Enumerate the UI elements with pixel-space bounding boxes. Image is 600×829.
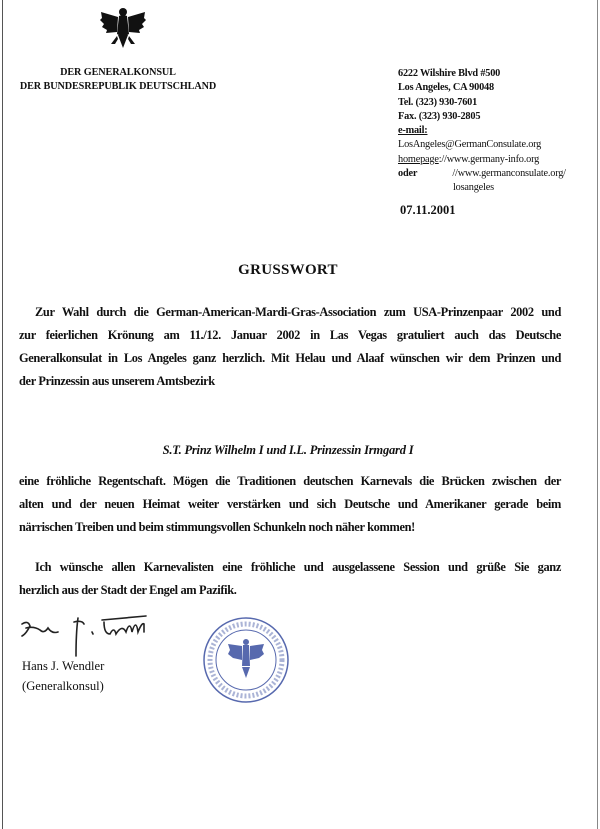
homepage-url: ://www.germany-info.org [438, 153, 540, 165]
issuer-line: DER GENERALKONSUL [60, 67, 176, 78]
street: 6222 Wilshire Blvd #500 [398, 68, 501, 79]
email-address: LosAngeles@GermanConsulate.org [398, 139, 542, 151]
signatory-name: Hans J. Wendler [22, 659, 105, 673]
text-line: Ich wünsche allen Karnevalisten eine fröhliche und ausgelassene Session und grüße Sie ganz [35, 560, 561, 574]
text-line: Zur Wahl durch die German-American-Mardi-Gras-Association zum USA-Prinzenpaar 2002 und [35, 305, 561, 319]
alt-url-cont: losangeles [453, 182, 494, 194]
text-line: herzlich aus der Stadt der Engel am Pazifik. [19, 583, 237, 597]
telephone: Tel. (323) 930-7601 [398, 96, 478, 108]
page-border-right [597, 0, 598, 829]
oder-label: oder [398, 168, 418, 180]
honorees: S.T. Prinz Wilhelm I und I.L. Prinzessin Irmgard I [162, 443, 414, 457]
text-line: närrischen Treiben und beim stimmungsvollen Schunkeln noch näher kommen! [19, 520, 415, 534]
text-line: Generalkonsulat in Los Angeles ganz herzlich. Mit Helau und Alaaf wünschen wir dem Prinzen und [19, 351, 561, 365]
federal-eagle-icon [98, 4, 148, 54]
homepage-label: homepage [398, 153, 439, 165]
paragraph-3 [19, 556, 561, 602]
signatory-role: (Generalkonsul) [22, 679, 104, 693]
signatory [22, 656, 104, 696]
paragraph-2 [19, 470, 561, 539]
text-line: alten und der neuen Heimat weiter verstärken und sich Deutsche und Amerikaner gerade beim [19, 497, 561, 511]
paragraph-1 [19, 301, 561, 393]
fax: Fax. (323) 930-2805 [398, 110, 481, 122]
text-line: zur feierlichen Krönung am 11./12. Januar 2002 in Las Vegas gratuliert auch das Deutsche [19, 328, 561, 342]
issuer-line: DER BUNDESREPUBLIK DEUTSCHLAND [19, 81, 217, 92]
address-block [398, 67, 566, 196]
text-line: der Prinzessin aus unserem Amtsbezirk [19, 374, 215, 388]
letter-date: 07.11.2001 [400, 203, 456, 217]
text-line: eine fröhliche Regentschaft. Mögen die Traditionen deutschen Karnevals die Brücken zwischen der [19, 474, 561, 488]
letter-title: GRUSSWORT [238, 262, 338, 278]
issuer-heading [10, 66, 226, 94]
handwritten-signature [18, 612, 148, 660]
alt-url: //www.germanconsulate.org/ [452, 168, 566, 180]
city: Los Angeles, CA 90048 [398, 82, 494, 94]
page-border-left [2, 0, 3, 829]
email-label: e-mail: [398, 125, 428, 137]
consulate-seal-icon [200, 614, 292, 706]
